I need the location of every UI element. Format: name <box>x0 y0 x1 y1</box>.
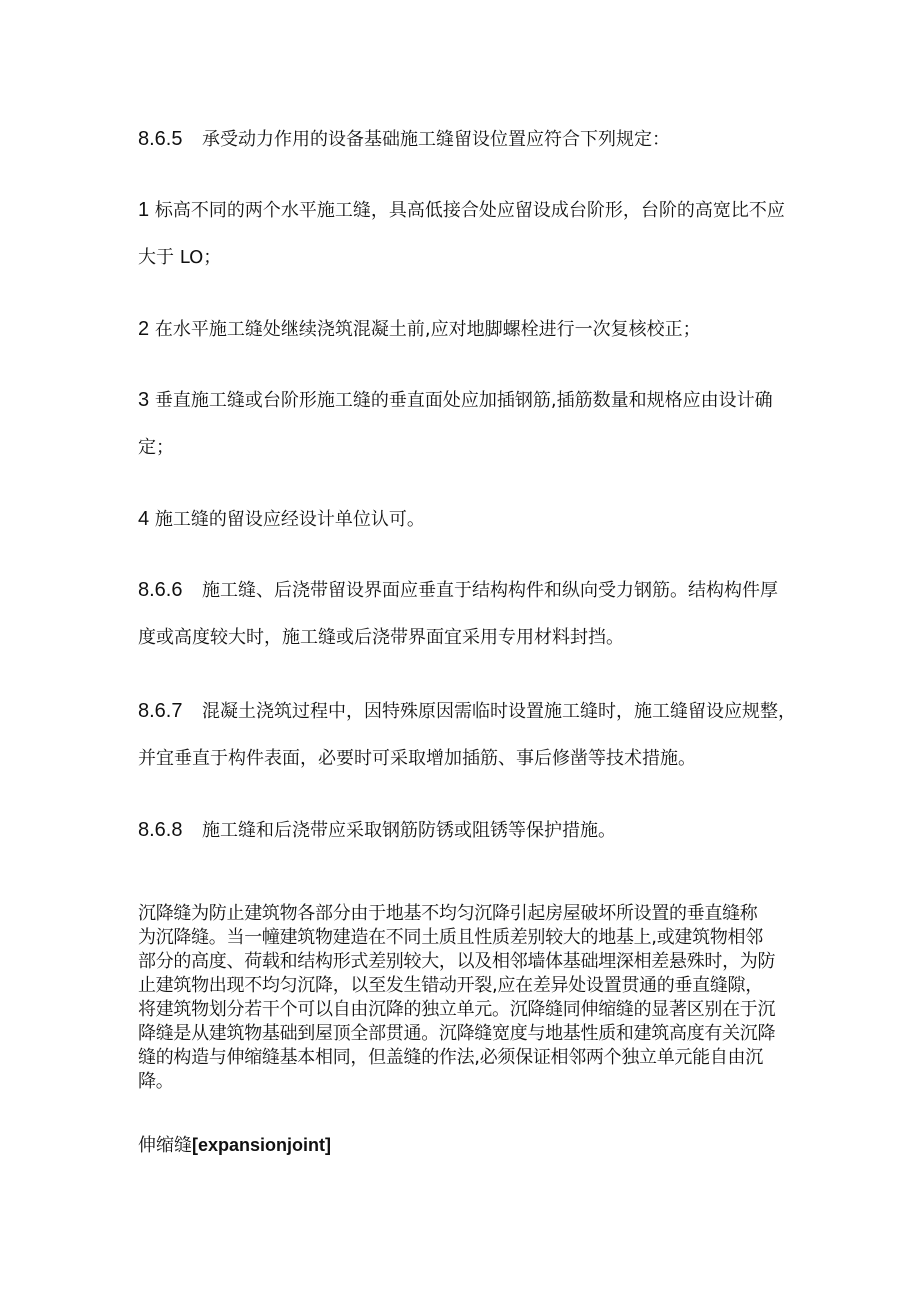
item-number: 3 <box>138 389 150 411</box>
paragraph-line: 沉降缝为防止建筑物各部分由于地基不均匀沉降引起房屋破坏所设置的垂直缝称 <box>138 903 758 924</box>
paragraph-line: 缝的构造与伸缩缝基本相同，但盖缝的作法,必须保证相邻两个独立单元能自由沉 <box>138 1047 763 1068</box>
clause-text: 施工缝和后浇带应采取钢筋防锈或阻锈等保护措施。 <box>202 820 616 841</box>
clause-text: 承受动力作用的设备基础施工缝留设位置应符合下列规定： <box>202 129 670 150</box>
clause-8-6-6-line-2 <box>138 627 624 649</box>
item-text: 垂直施工缝或台阶形施工缝的垂直面处应加插钢筋,插筋数量和规格应由设计确 <box>154 390 773 411</box>
paragraph-line: 将建筑物划分若干个可以自由沉降的独立单元。沉降缝同伸缩缝的显著区别在于沉 <box>138 999 776 1020</box>
heading-chinese: 伸缩缝 <box>138 1135 192 1156</box>
clause-text-continued: 度或高度较大时，施工缝或后浇带界面宜采用专用材料封挡。 <box>138 627 624 648</box>
item-text: 施工缝的留设应经设计单位认可。 <box>154 509 425 530</box>
item-4 <box>138 508 425 531</box>
clause-8-6-7-line-2 <box>138 748 696 770</box>
item-text: 在水平施工缝处继续浇筑混凝土前,应对地脚螺栓进行一次复核校正； <box>154 319 701 340</box>
clause-text: 混凝土浇筑过程中，因特殊原因需临时设置施工缝时，施工缝留设应规整， <box>202 701 796 722</box>
item-3-line-1 <box>138 389 773 412</box>
clause-number: 8.6.8 <box>138 819 183 841</box>
settlement-joint-paragraph <box>138 902 818 1094</box>
clause-number: 8.6.6 <box>138 579 183 601</box>
paragraph-line: 降缝是从建筑物基础到屋顶全部贯通。沉降缝宽度与地基性质和建筑高度有关沉降 <box>138 1023 776 1044</box>
clause-8-6-7-line-1 <box>138 700 796 723</box>
item-number: 2 <box>138 318 150 340</box>
clause-number: 8.6.5 <box>138 128 183 150</box>
clause-8-6-8 <box>138 819 616 842</box>
item-number: 4 <box>138 508 150 530</box>
item-3-line-2 <box>138 437 174 459</box>
heading-english: [expansionjoint] <box>192 1135 331 1155</box>
clause-8-6-5 <box>138 128 670 151</box>
clause-number: 8.6.7 <box>138 700 183 722</box>
paragraph-line: 为沉降缝。当一幢建筑物建造在不同土质且性质差别较大的地基上,或建筑物相邻 <box>138 927 763 948</box>
item-1-line-2 <box>138 247 221 269</box>
paragraph-line: 止建筑物出现不均匀沉降，以至发生错动开裂,应在差异处设置贯通的垂直缝隙， <box>138 975 763 996</box>
expansion-joint-heading <box>138 1134 331 1157</box>
item-text-continued: 定； <box>138 437 174 458</box>
clause-text: 施工缝、后浇带留设界面应垂直于结构构件和纵向受力钢筋。结构构件厚 <box>202 580 778 601</box>
clause-text-continued: 并宜垂直于构件表面，必要时可采取增加插筋、事后修凿等技术措施。 <box>138 748 696 769</box>
item-text: 标高不同的两个水平施工缝，具高低接合处应留设成台阶形，台阶的高宽比不应 <box>154 200 785 221</box>
item-number: 1 <box>138 199 150 221</box>
paragraph-line: 降。 <box>138 1071 174 1092</box>
item-1-line-1 <box>138 199 785 222</box>
clause-8-6-6-line-1 <box>138 579 778 602</box>
item-text-continued: 大于 LO； <box>138 247 222 268</box>
paragraph-line: 部分的高度、荷载和结构形式差别较大，以及相邻墙体基础埋深相差悬殊时，为防 <box>138 951 776 972</box>
item-2 <box>138 318 701 341</box>
